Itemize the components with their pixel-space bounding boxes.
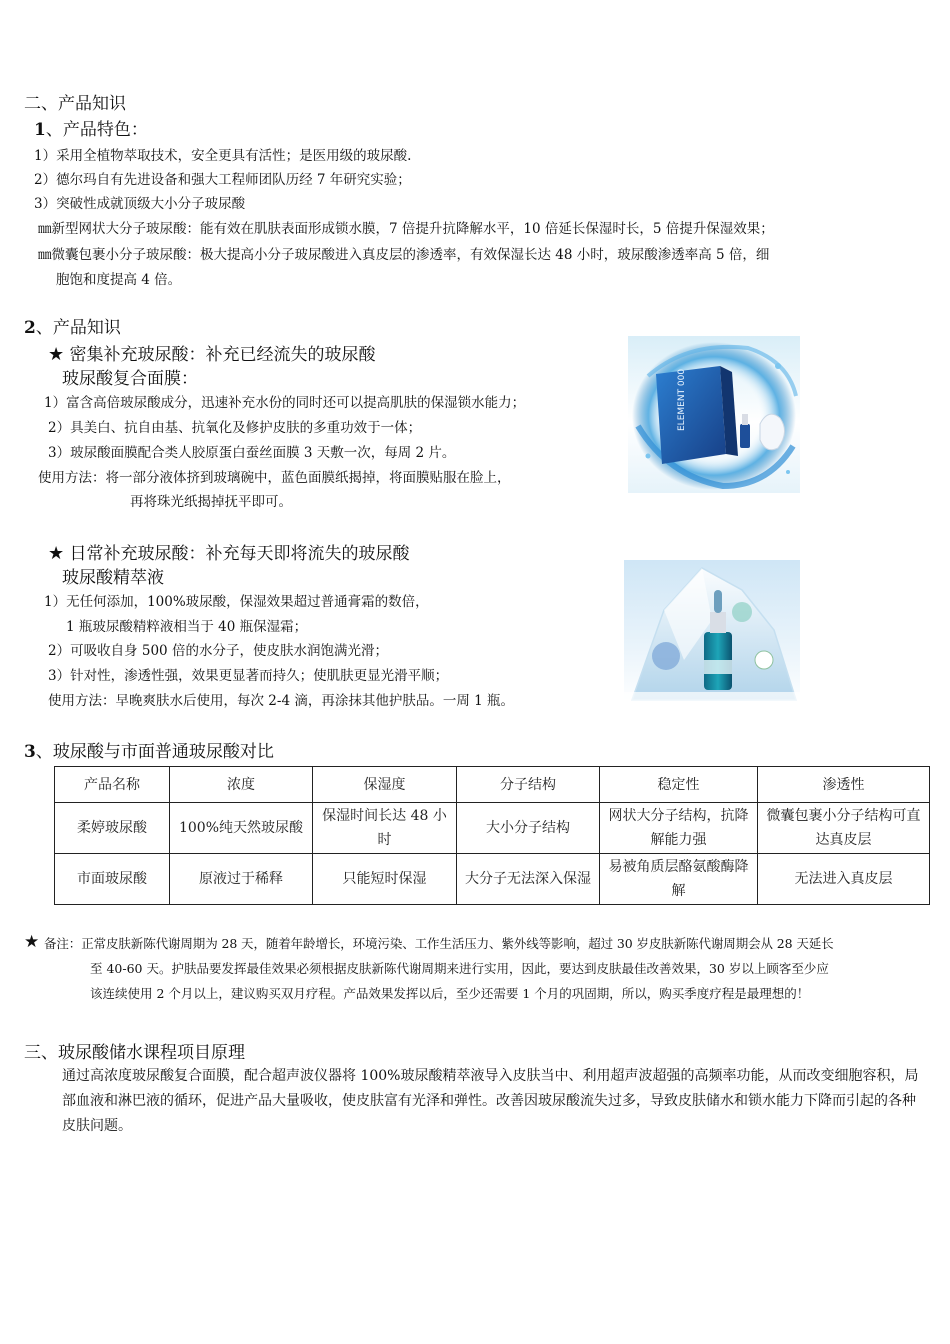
star-icon: ★ (48, 543, 65, 564)
heading-text: 、玻尿酸与市面普通玻尿酸对比 (35, 742, 274, 762)
column-header: 产品名称 (55, 767, 170, 803)
table-row (55, 803, 930, 854)
product2-item: 1 瓶玻尿酸精粹液相当于 40 瓶保湿霜； (66, 619, 308, 635)
note-star-icon: ★ (24, 932, 40, 952)
section3-body: 通过高浓度玻尿酸复合面膜，配合超声波仪器将 100%玻尿酸精萃液导入皮肤当中、利用超声波超强的高频率功能，从而改变细胞容积，局部血液和淋巴液的循环，促进产品大量吸收，使皮肤富有光泽和弹性。改善因玻尿酸流失过多，导致皮肤储水和锁水能力下降而引起的各种皮肤问题。 (62, 1068, 919, 1134)
water-splash-illustration (628, 336, 800, 493)
heading-text: 、产品知识 (35, 318, 121, 338)
feature-bullet (38, 221, 774, 237)
column-header: 渗透性 (758, 767, 930, 803)
product2-item: 1）无任何添加，100%玻尿酸，保湿效果超过普通膏霜的数倍， (44, 594, 429, 610)
ice-bottle-illustration (624, 560, 800, 706)
column-header: 分子结构 (457, 767, 600, 803)
bullet-continuation: 胞饱和度提高 4 倍。 (56, 272, 182, 288)
features-heading (34, 120, 148, 140)
table-cell: 微囊包裹小分子结构可直达真皮层 (758, 803, 930, 854)
feature-item: 2）德尔玛自有先进设备和强大工程师团队历经 7 年研究实验； (34, 172, 411, 188)
table-cell: 市面玻尿酸 (55, 854, 170, 905)
product1-item: 1）富含高倍玻尿酸成分，迅速补充水份的同时还可以提高肌肤的保湿锁水能力； (44, 395, 526, 411)
table-cell: 网状大分子结构，抗降解能力强 (600, 803, 758, 854)
heading-number: 3 (24, 742, 36, 762)
product1-name: 玻尿酸复合面膜： (62, 369, 198, 389)
bullet-text: 微囊包裹小分子玻尿酸：极大提高小分子玻尿酸进入真皮层的渗透率，有效保湿长达 48 小时，玻尿酸渗透率高 5 倍，细 (51, 247, 770, 263)
table-cell: 大分子无法深入保湿 (457, 854, 600, 905)
column-header: 保湿度 (313, 767, 457, 803)
note-line: 该连续使用 2 个月以上，建议购买双月疗程。产品效果发挥以后，至少还需要 1 个月的巩固期，所以，购买季度疗程是最理想的！ (90, 986, 810, 1001)
column-header: 浓度 (170, 767, 313, 803)
note-line: 备注：正常皮肤新陈代谢周期为 28 天，随着年龄增长，环境污染、工作生活压力、紫外线等影响，超过 30 岁皮肤新陈代谢周期会从 28 天延长 (44, 936, 834, 951)
comparison-heading (24, 742, 274, 762)
product2-title-text: 日常补充玻尿酸：补充每天即将流失的玻尿酸 (64, 544, 410, 564)
table-cell: 易被角质层酪氨酸酶降解 (600, 854, 758, 905)
product1-title-text: 密集补充玻尿酸：补充已经流失的玻尿酸 (64, 345, 376, 365)
feature-item: 1）采用全植物萃取技术，安全更具有活性；是医用级的玻尿酸. (34, 148, 412, 164)
section-title: 三、玻尿酸储水课程项目原理 (24, 1043, 245, 1063)
section-title: 二、产品知识 (24, 94, 126, 114)
bullet-mark: ㎜ (38, 221, 52, 237)
product2-usage: 使用方法：早晚爽肤水后使用，每次 2-4 滴，再涂抹其他护肤品。一周 1 瓶。 (48, 693, 514, 709)
product1-item: 3）玻尿酸面膜配合类人胶原蛋白蚕丝面膜 3 天敷一次，每周 2 片。 (48, 445, 456, 461)
table-row (55, 854, 930, 905)
box-label: ELEMENT 000 (677, 368, 687, 431)
serum-product-image (624, 560, 800, 706)
table-cell: 100%纯天然玻尿酸 (170, 803, 313, 854)
bullet-text: 新型网状大分子玻尿酸：能有效在肌肤表面形成锁水膜，7 倍提升抗降解水平，10 倍延长保湿时长，5 倍提升保湿效果； (51, 221, 774, 237)
table-cell: 柔婷玻尿酸 (55, 803, 170, 854)
product1-item: 2）具美白、抗自由基、抗氧化及修护皮肤的多重功效于一体； (48, 420, 422, 436)
feature-bullet (38, 247, 769, 263)
table-cell: 原液过于稀释 (170, 854, 313, 905)
product2-name: 玻尿酸精萃液 (62, 568, 164, 588)
heading-number: 1 (34, 120, 46, 140)
table-cell: 保湿时间长达 48 小时 (313, 803, 457, 854)
table-cell: 大小分子结构 (457, 803, 600, 854)
product1-usage-cont: 再将珠光纸揭掉抚平即可。 (130, 494, 292, 510)
bullet-mark: ㎜ (38, 247, 52, 263)
product2-item: 3）针对性，渗透性强，效果更显著而持久；使肌肤更显光滑平顺； (48, 668, 449, 684)
table-cell: 无法进入真皮层 (758, 854, 930, 905)
product2-item: 2）可吸收自身 500 倍的水分子，使皮肤水润饱满光滑； (48, 643, 388, 659)
product1-usage: 使用方法：将一部分液体挤到玻璃碗中，蓝色面膜纸揭掉，将面膜贴服在脸上， (38, 470, 511, 486)
table-header-row (55, 767, 930, 803)
column-header: 稳定性 (600, 767, 758, 803)
mask-product-image (628, 336, 800, 493)
note-line: 至 40-60 天。护肤品要发挥最佳效果必须根据皮肤新陈代谢周期来进行实用，因此，要达到皮肤最佳改善效果，30 岁以上顾客至少应 (90, 961, 829, 976)
product1-title (48, 344, 376, 366)
comparison-table (54, 766, 930, 905)
heading-number: 2 (24, 318, 36, 338)
knowledge-heading (24, 318, 121, 338)
feature-item: 3）突破性成就顶级大小分子玻尿酸 (34, 196, 246, 212)
product2-title (48, 543, 410, 565)
star-icon: ★ (48, 344, 65, 365)
heading-text: 、产品特色： (45, 120, 148, 140)
table-cell: 只能短时保湿 (313, 854, 457, 905)
